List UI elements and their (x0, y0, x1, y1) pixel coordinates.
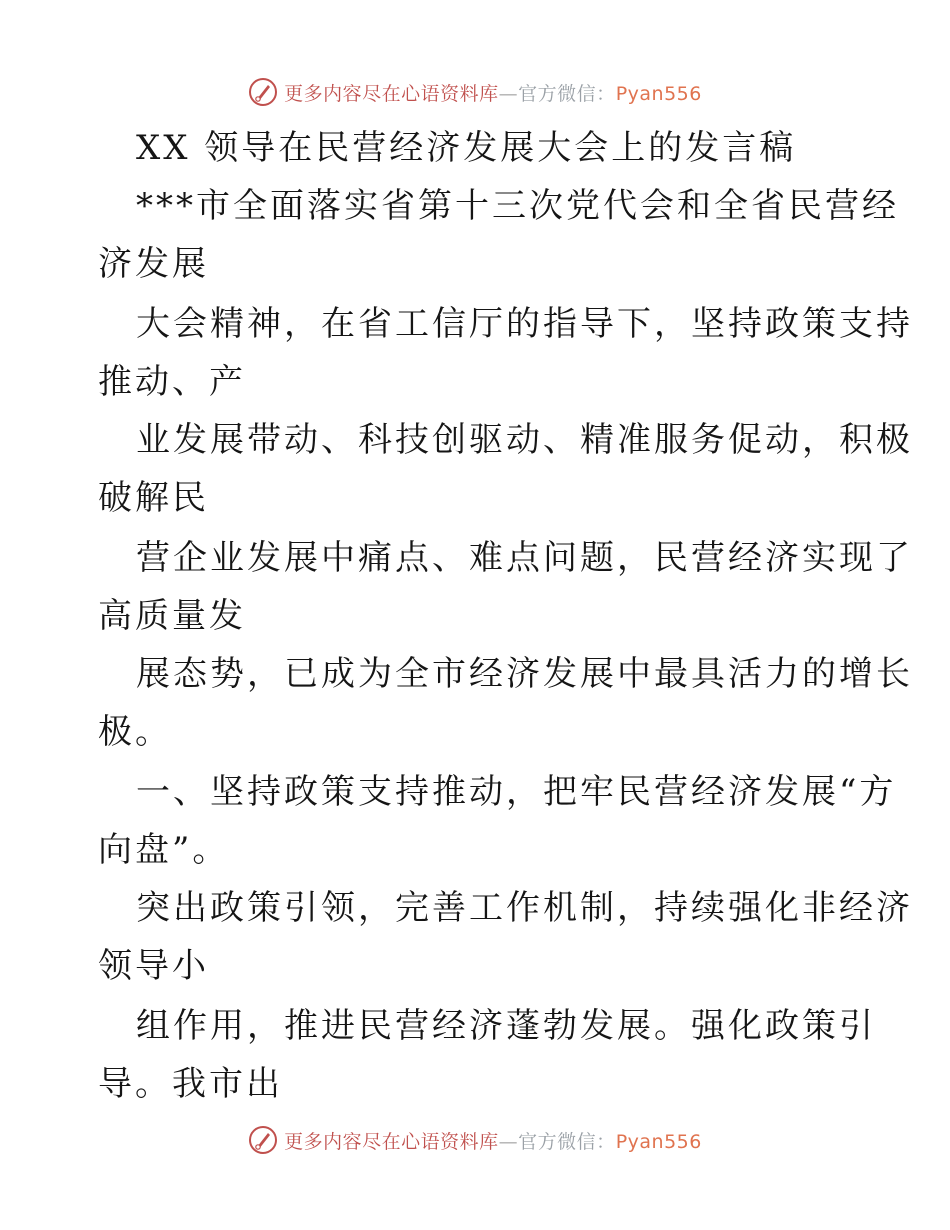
watermark-wechat-id: Pyan556 (615, 82, 702, 105)
watermark-promo (284, 1127, 702, 1154)
watermark-wechat-id: Pyan556 (615, 1130, 702, 1153)
watermark-separator: — (498, 1130, 519, 1153)
paragraph-line: 展态势，已成为全市经济发展中最具活力的增长 (136, 654, 913, 694)
paragraph-line: 高质量发 (98, 596, 246, 636)
paragraph-line: 业发展带动、科技创驱动、精准服务促动，积极 (136, 420, 913, 460)
watermark-official-label: 官方微信： (518, 1130, 616, 1153)
paragraph-line: 突出政策引领，完善工作机制，持续强化非经济 (136, 888, 913, 928)
watermark-banner-bottom (0, 1120, 950, 1160)
document-title: XX 领导在民营经济发展大会上的发言稿 (136, 128, 797, 168)
watermark-promo-text: 更多内容尽在心语资料库 (284, 82, 499, 105)
paragraph-line: 领导小 (98, 946, 209, 986)
quill-pen-logo-icon (248, 1125, 278, 1155)
paragraph-line: 破解民 (98, 478, 209, 518)
watermark-separator: — (498, 82, 519, 105)
paragraph-line: 大会精神，在省工信厅的指导下，坚持政策支持 (136, 304, 913, 344)
section-heading-line: 向盘”。 (98, 830, 230, 870)
watermark-official-label: 官方微信： (518, 82, 616, 105)
paragraph-line: 组作用，推进民营经济蓬勃发展。强化政策引 (136, 1006, 876, 1046)
paragraph-line: 推动、产 (98, 362, 246, 402)
paragraph-line: 济发展 (98, 244, 209, 284)
paragraph-line: 极。 (98, 712, 172, 752)
paragraph-line: ***市全面落实省第十三次党代会和全省民营经 (136, 186, 899, 226)
paragraph-line: 导。我市出 (98, 1064, 283, 1104)
paragraph-line: 营企业发展中痛点、难点问题，民营经济实现了 (136, 538, 913, 578)
section-heading-line: 一、坚持政策支持推动，把牢民营经济发展“方 (136, 772, 897, 812)
watermark-promo-text: 更多内容尽在心语资料库 (284, 1130, 499, 1153)
